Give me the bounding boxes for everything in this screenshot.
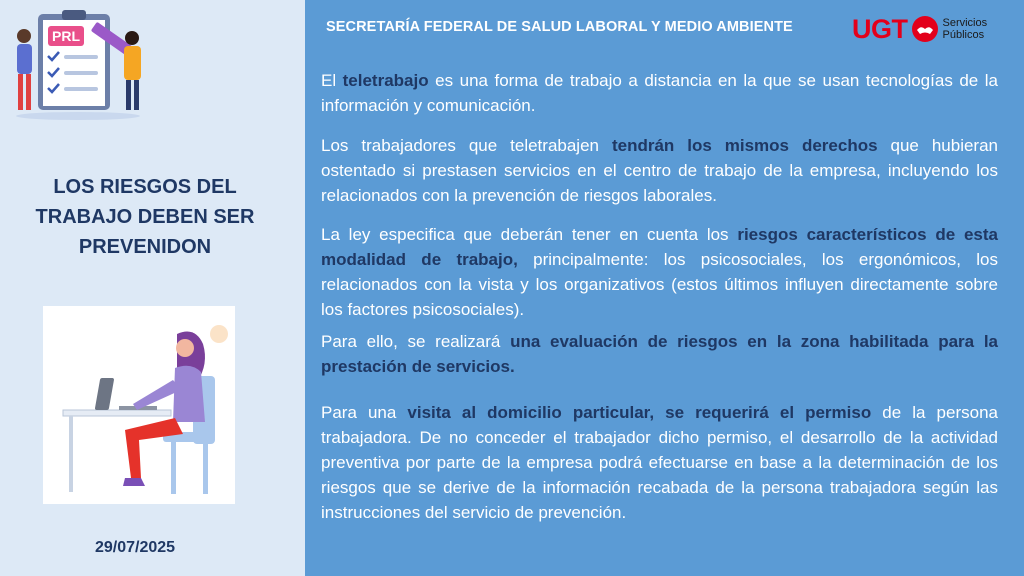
paragraph-4: Para ello, se realizará una evaluación de riesgos en la zona habilitada para la prestación de servicios. bbox=[321, 332, 999, 376]
sidebar-title: LOS RIESGOS DEL TRABAJO DEBEN SER PREVENIDON bbox=[35, 176, 255, 258]
teleworker-icon bbox=[43, 306, 235, 504]
teleworker-illustration bbox=[43, 306, 235, 504]
date-label: 29/07/2025 bbox=[94, 539, 176, 556]
prl-checklist-illustration bbox=[8, 8, 154, 120]
logo-text: UGT bbox=[852, 13, 908, 44]
paragraph-5: Para una visita al domicilio particular, se requerirá el permiso de la persona trabajadora. De no conceder el trabajador dicho permiso, el desarrollo de la actividad preventiva por parte de la empresa podrá efectuarse en base a la determinación de los riesgos que se derive de la información recabada de la persona trabajadora según las instrucciones del servicio de prevención. bbox=[321, 403, 998, 522]
ugt-logo bbox=[852, 14, 1012, 44]
paragraph-1: El teletrabajo es una forma de trabajo a distancia en la que se usan tecnologías de la información y comunicación. bbox=[321, 71, 998, 115]
paragraph-3: La ley especifica que deberán tener en cuenta los riesgos característicos de esta modalidad de trabajo, principalmente: los psicosociales, los ergonómicos, los relacionados con la vista y los organizativos (estos últimos influyen directamente sobre los factores psicosociales). bbox=[321, 225, 998, 319]
handshake-icon bbox=[911, 15, 939, 43]
header-title: SECRETARÍA FEDERAL DE SALUD LABORAL Y MEDIO AMBIENTE bbox=[326, 19, 793, 35]
prl-label: PRL bbox=[52, 28, 80, 44]
paragraph-2: Los trabajadores que teletrabajen tendrán los mismos derechos que hubieran ostentado si prestasen servicios en el centro de trabajo de la empresa, incluyendo los relacionados con la prevención de riesgos laborales. bbox=[321, 136, 999, 205]
logo-subtitle: Servicios Públicos bbox=[942, 17, 988, 41]
